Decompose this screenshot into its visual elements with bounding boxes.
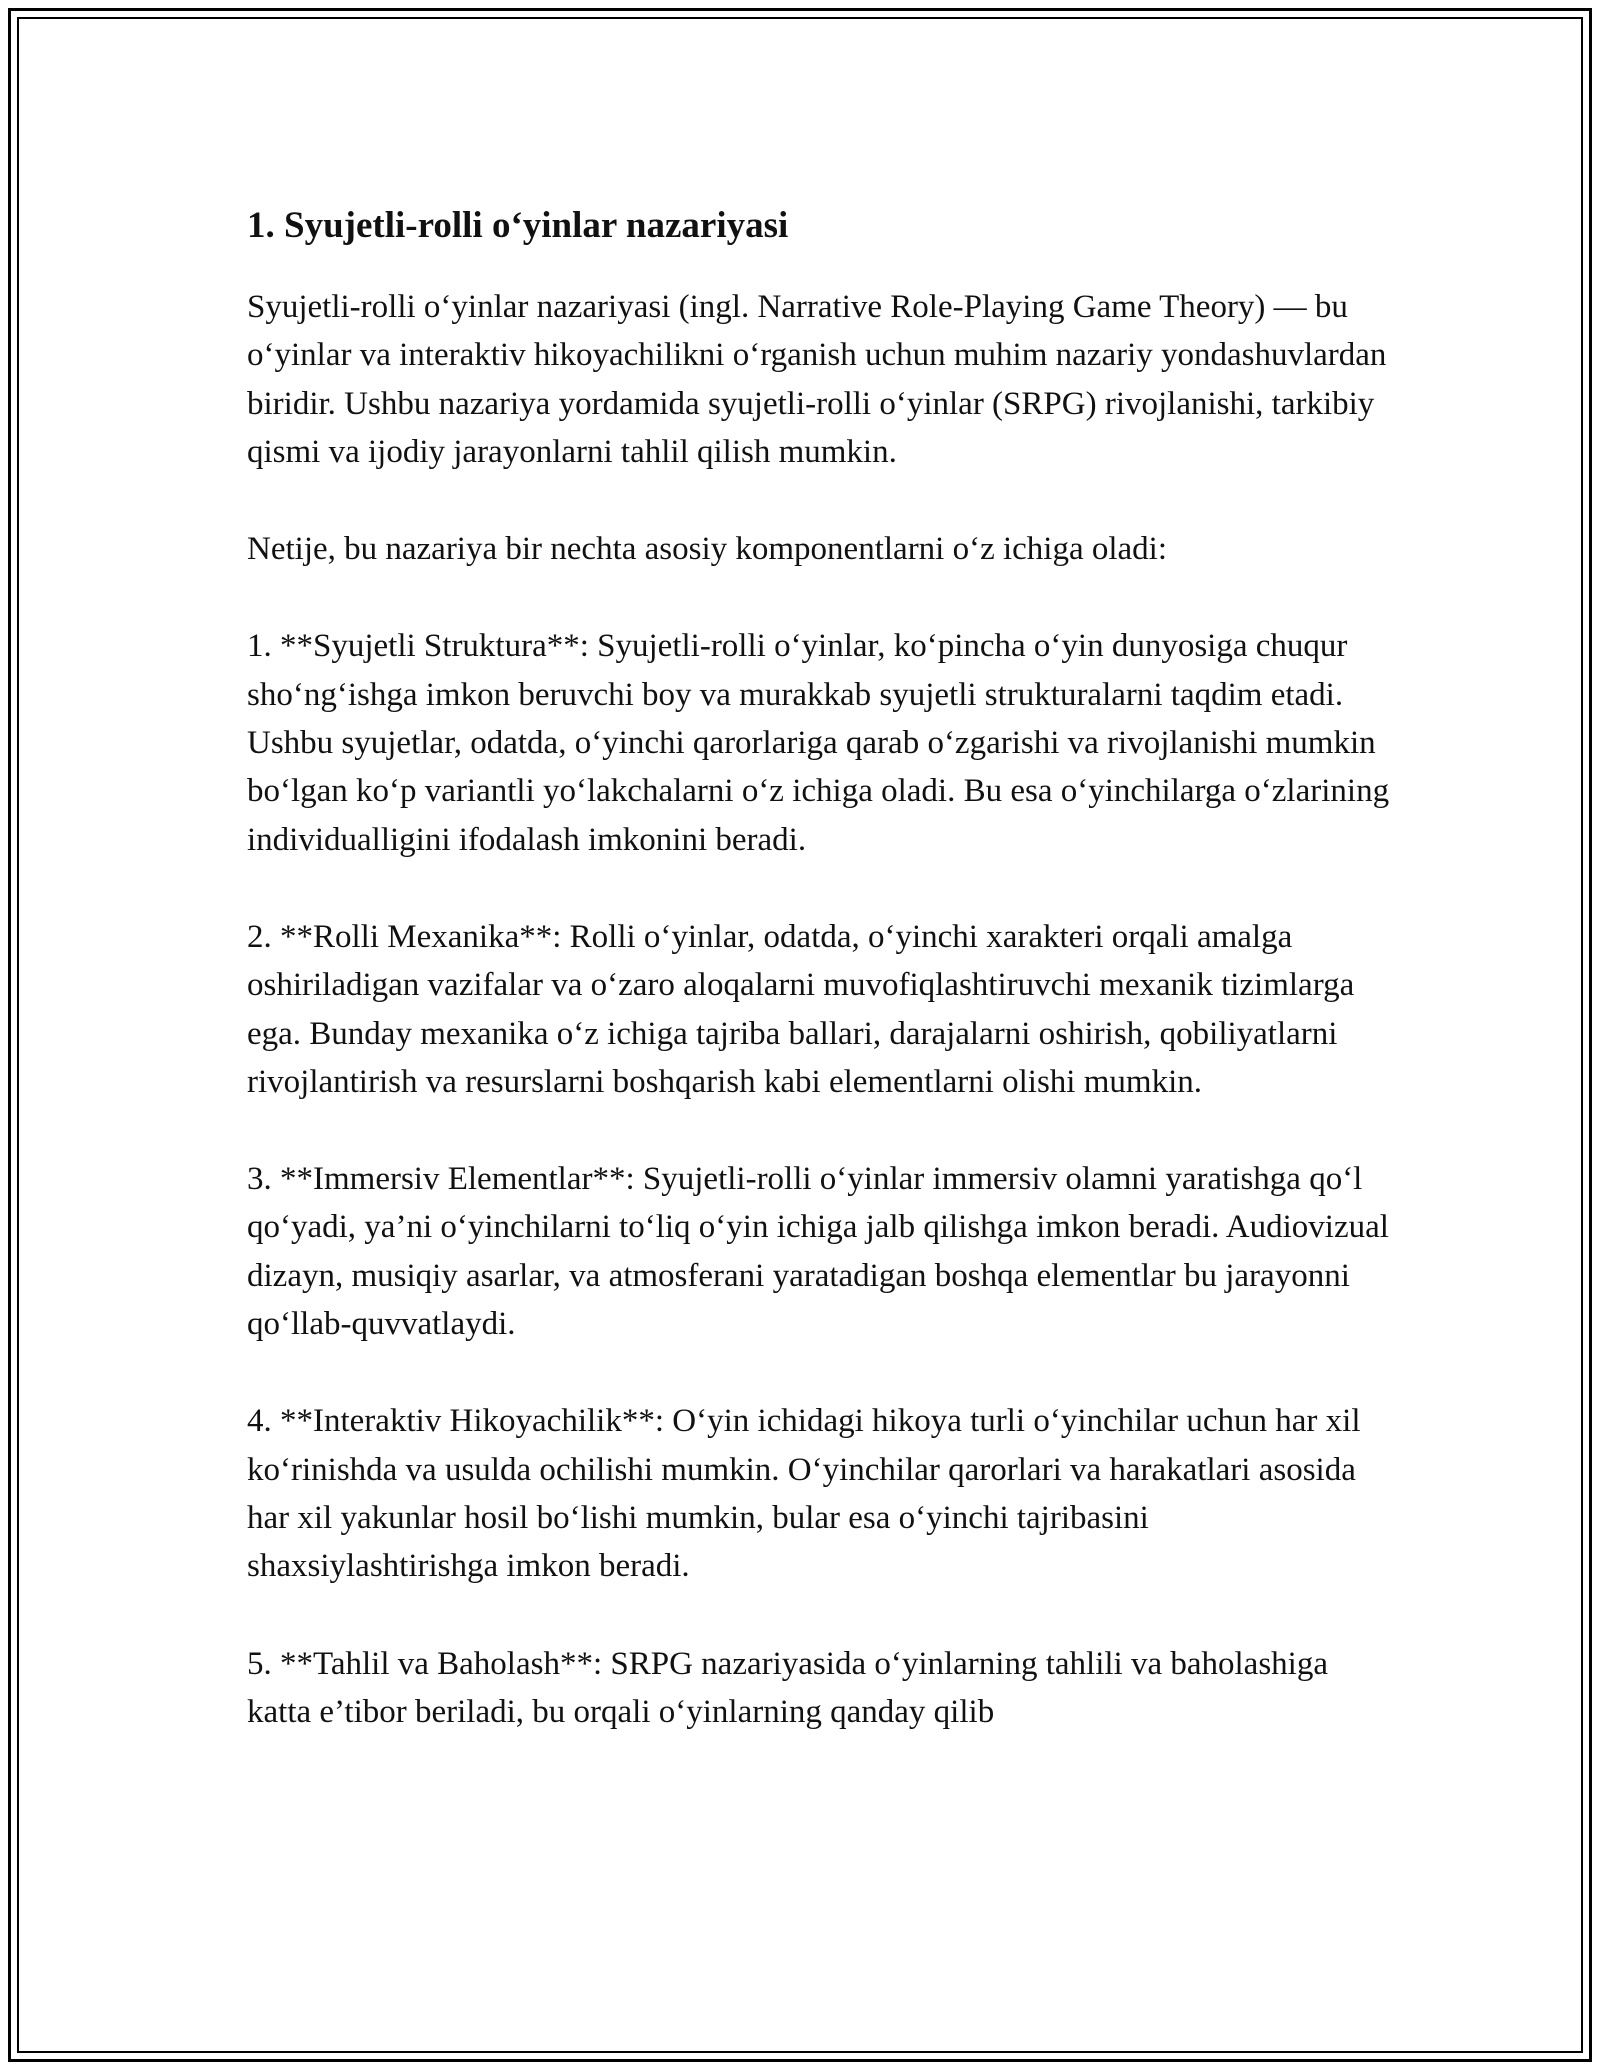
list-item-rolli-mexanika: 2. **Rolli Mexanika**: Rolli o‘yinlar, odatda, o‘yinchi xarakteri orqali amalga oshiriladigan vazifalar va o‘zaro aloqalarni muvofiqlashtiruvchi mexanik tizimlarga ega. Bunday mexanika o‘z ichiga tajriba ballari, darajalarni oshirish, qobiliyatlarni rivojlantirish va resurslarni boshqarish kabi elementlarni olishi mumkin. bbox=[247, 918, 1355, 1100]
components-lead-paragraph: Netije, bu nazariya bir nechta asosiy komponentlarni o‘z ichiga oladi: bbox=[247, 531, 1168, 568]
list-item-syujetli-struktura: 1. **Syujetli Struktura**: Syujetli-rolli o‘yinlar, ko‘pincha o‘yin dunyosiga chuqur sho‘ng‘ishga imkon beruvchi boy va murakkab syujetli strukturalarni taqdim etadi. Ushbu syujetlar, odatda, o‘yinchi qarorlariga qarab o‘zgarishi va rivojlanishi mumkin bo‘lgan ko‘p variantli yo‘lakchalarni o‘z ichiga oladi. Bu esa o‘yinchilarga o‘zlarining individualligini ifodalash imkonini beradi. bbox=[247, 628, 1390, 858]
intro-paragraph: Syujetli-rolli o‘yinlar nazariyasi (ingl. Narrative Role-Playing Game Theory) — bu o‘yinlar va interaktiv hikoyachilikni o‘rganish uchun muhim nazariy yondashuvlardan biridir. Ushbu nazariya yordamida syujetli-rolli o‘yinlar (SRPG) rivojlanishi, tarkibiy qismi va ijodiy jarayonlarni tahlil qilish mumkin. bbox=[247, 289, 1387, 470]
document-title: 1. Syujetli-rolli o‘yinlar nazariyasi bbox=[247, 205, 789, 246]
document-body bbox=[247, 197, 1397, 1785]
page-frame bbox=[8, 8, 1592, 2062]
list-item-immersiv-elementlar: 3. **Immersiv Elementlar**: Syujetli-rolli o‘yinlar immersiv olamni yaratishga qo‘l qo‘yadi, ya’ni o‘yinchilarni to‘liq o‘yin ichiga jalb qilishga imkon beradi. Audiovizual dizayn, musiqiy asarlar, va atmosferani yaratadigan boshqa elementlar bu jarayonni qo‘llab-quvvatlaydi. bbox=[247, 1161, 1389, 1343]
list-item-tahlil-va-baholash: 5. **Tahlil va Baholash**: SRPG nazariyasida o‘yinlarning tahlili va baholashiga katta e’tibor beriladi, bu orqali o‘yinlarning qanday qilib bbox=[247, 1645, 1328, 1730]
list-item-interaktiv-hikoyachilik: 4. **Interaktiv Hikoyachilik**: O‘yin ichidagi hikoya turli o‘yinchilar uchun har xil ko‘rinishda va usulda ochilishi mumkin. O‘yinchilar qarorlari va harakatlari asosida har xil yakunlar hosil bo‘lishi mumkin, bular esa o‘yinchi tajribasini shaxsiylashtirishga imkon beradi. bbox=[247, 1403, 1361, 1585]
